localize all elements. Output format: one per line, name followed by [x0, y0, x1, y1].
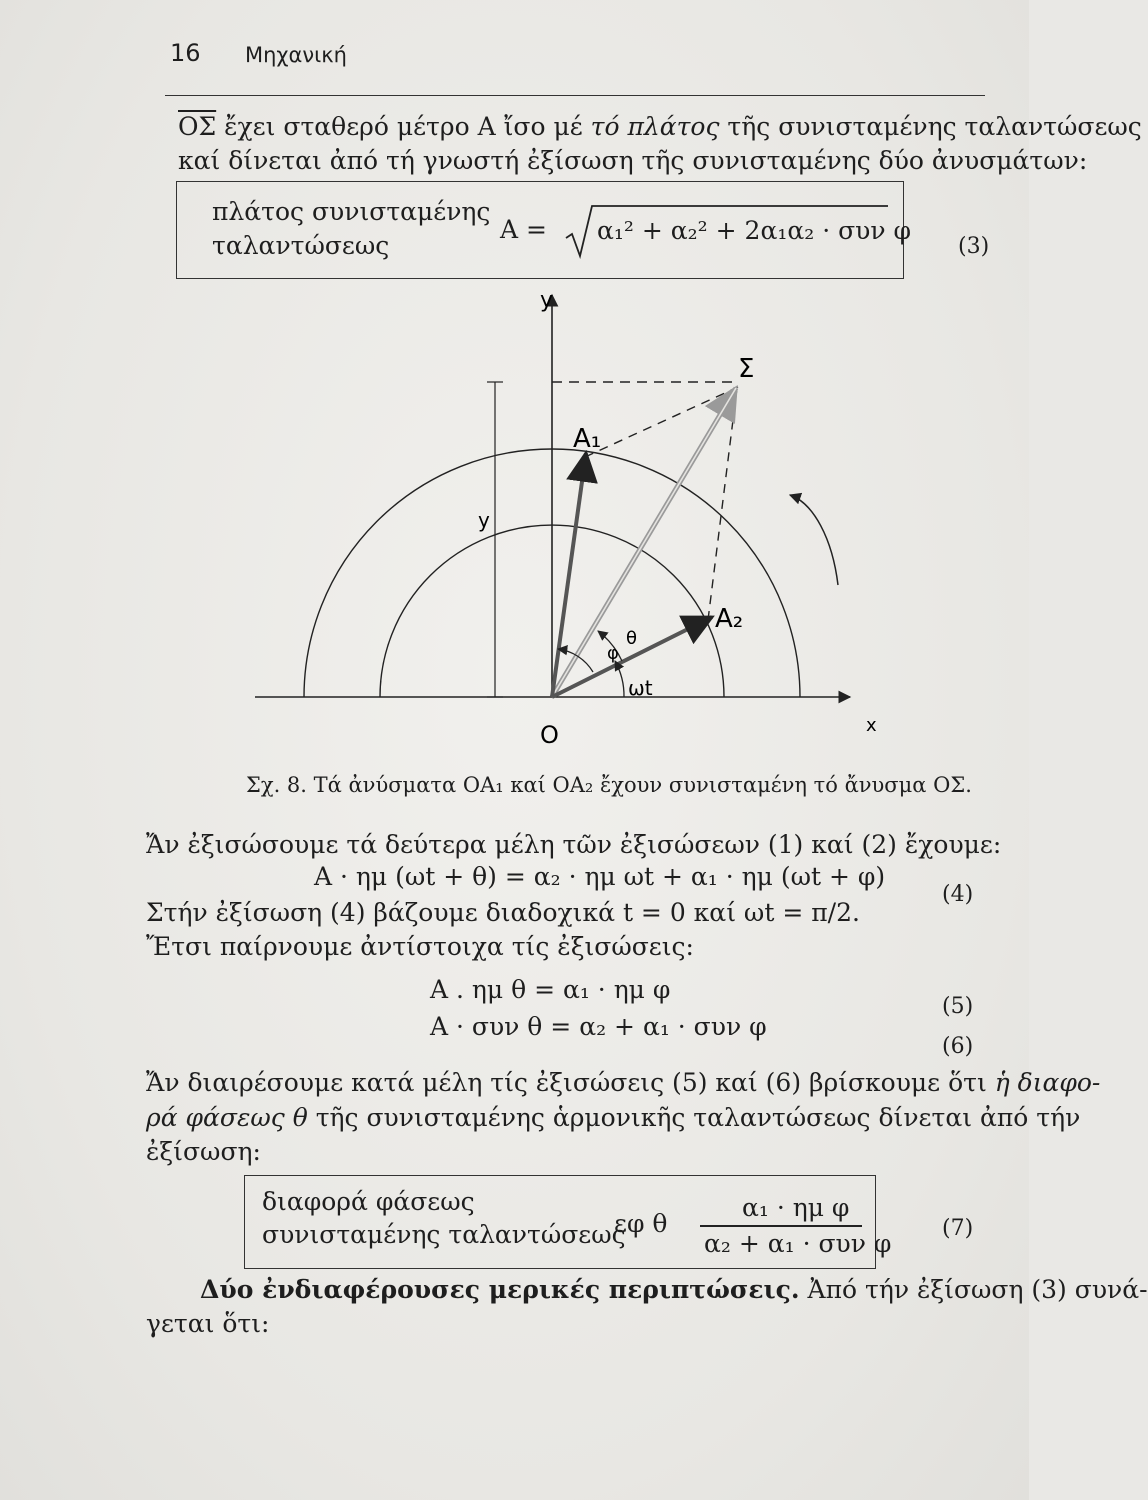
axis-y-label: y: [540, 288, 554, 313]
para2-line1: Ἄν ἐξισώσουμε τά δεύτερα μέλη τῶν ἐξισώσεων (1) καί (2) ἔχουμε:: [146, 830, 1002, 859]
box2-denominator: α₂ + α₁ · συν φ: [704, 1229, 892, 1258]
running-title: Μηχανική: [245, 43, 347, 67]
figure-8-diagram: [250, 285, 900, 749]
para4-bold-heading: Δύο ἐνδιαφέρουσες μερικές περιπτώσεις.: [200, 1275, 800, 1304]
box1-formula-radicand: α₁² + α₂² + 2α₁α₂ · συν φ: [597, 216, 912, 245]
a2-label: A₂: [715, 604, 744, 634]
equation-4: A · ημ (ωt + θ) = α₂ · ημ ωt + α₁ · ημ (ωt + φ): [314, 862, 886, 891]
equation-5: A . ημ θ = α₁ · ημ φ: [430, 975, 671, 1004]
figure-caption: Σχ. 8. Τά ἀνύσματα ΟΑ₁ καί ΟΑ₂ ἔχουν συνισταμένη τό ἄνυσμα ΟΣ.: [246, 773, 972, 797]
vector-a1: [552, 453, 586, 697]
para4-line2: γεται ὅτι:: [146, 1309, 270, 1338]
para3-line2: ρά φάσεως θ τῆς συνισταμένης ἁρμονικῆς ταλαντώσεως δίνεται ἀπό τήν: [146, 1103, 1081, 1132]
para2-line2: Στήν ἐξίσωση (4) βάζουμε διαδοχικά t = 0 καί ωt = π/2.: [146, 898, 860, 927]
para1-line1: $\overline{O\Sigma}$ ἔχει σταθερό μέτρο Α ἴσο μέ τό πλάτος τῆς συνισταμένης ταλαντώσεως: [178, 112, 1142, 141]
vector-os: $\overline{O\Sigma}$: [178, 112, 217, 141]
eq-number-5: (5): [942, 994, 974, 1019]
para3-line3: ἐξίσωση:: [146, 1137, 261, 1166]
box1-label-line2: ταλαντώσεως: [212, 231, 390, 260]
origin-label: O: [540, 721, 559, 749]
fraction-bar: [700, 1225, 862, 1227]
header-rule: [165, 95, 985, 96]
rotation-arrow: [790, 495, 838, 585]
theta-label: θ: [626, 628, 638, 649]
dashed-a2-sigma: [708, 388, 737, 620]
equation-6: A · συν θ = α₂ + α₁ · συν φ: [430, 1012, 767, 1041]
wt-label: ωt: [628, 676, 653, 700]
phi-label: φ: [607, 643, 619, 664]
a1-label: A₁: [573, 424, 602, 454]
box2-lhs: εφ θ: [614, 1209, 668, 1238]
para2-line3: Ἔτσι παίρνουμε ἀντίστοιχα τίς ἐξισώσεις:: [146, 932, 694, 961]
eq-number-7: (7): [942, 1216, 974, 1241]
para4-line1: Δύο ἐνδιαφέρουσες μερικές περιπτώσεις. Ἀπό τήν ἐξίσωση (3) συνά-: [200, 1275, 1148, 1304]
box2-numerator: α₁ · ημ φ: [742, 1193, 850, 1222]
eq-number-4: (4): [942, 882, 974, 907]
para3-line1: Ἄν διαιρέσουμε κατά μέλη τίς ἐξισώσεις (5) καί (6) βρίσκουμε ὅτι ἡ διαφο-: [146, 1068, 1101, 1097]
page-number: 16: [170, 39, 201, 67]
box1-label-line1: πλάτος συνισταμένης: [212, 197, 491, 226]
axis-x-label: x: [866, 715, 877, 736]
box2-label-line1: διαφορά φάσεως: [262, 1187, 475, 1216]
box2-label-line2: συνισταμένης ταλαντώσεως: [262, 1220, 626, 1249]
y-dimension-label: y: [478, 508, 490, 532]
eq-number-3: (3): [958, 234, 990, 259]
para1-line2: καί δίνεται ἀπό τή γνωστή ἐξίσωση τῆς συνισταμένης δύο ἀνυσμάτων:: [178, 146, 1088, 175]
sigma-label: Σ: [738, 354, 755, 384]
box1-formula-lhs: A =: [500, 215, 547, 244]
eq-number-6: (6): [942, 1034, 974, 1059]
